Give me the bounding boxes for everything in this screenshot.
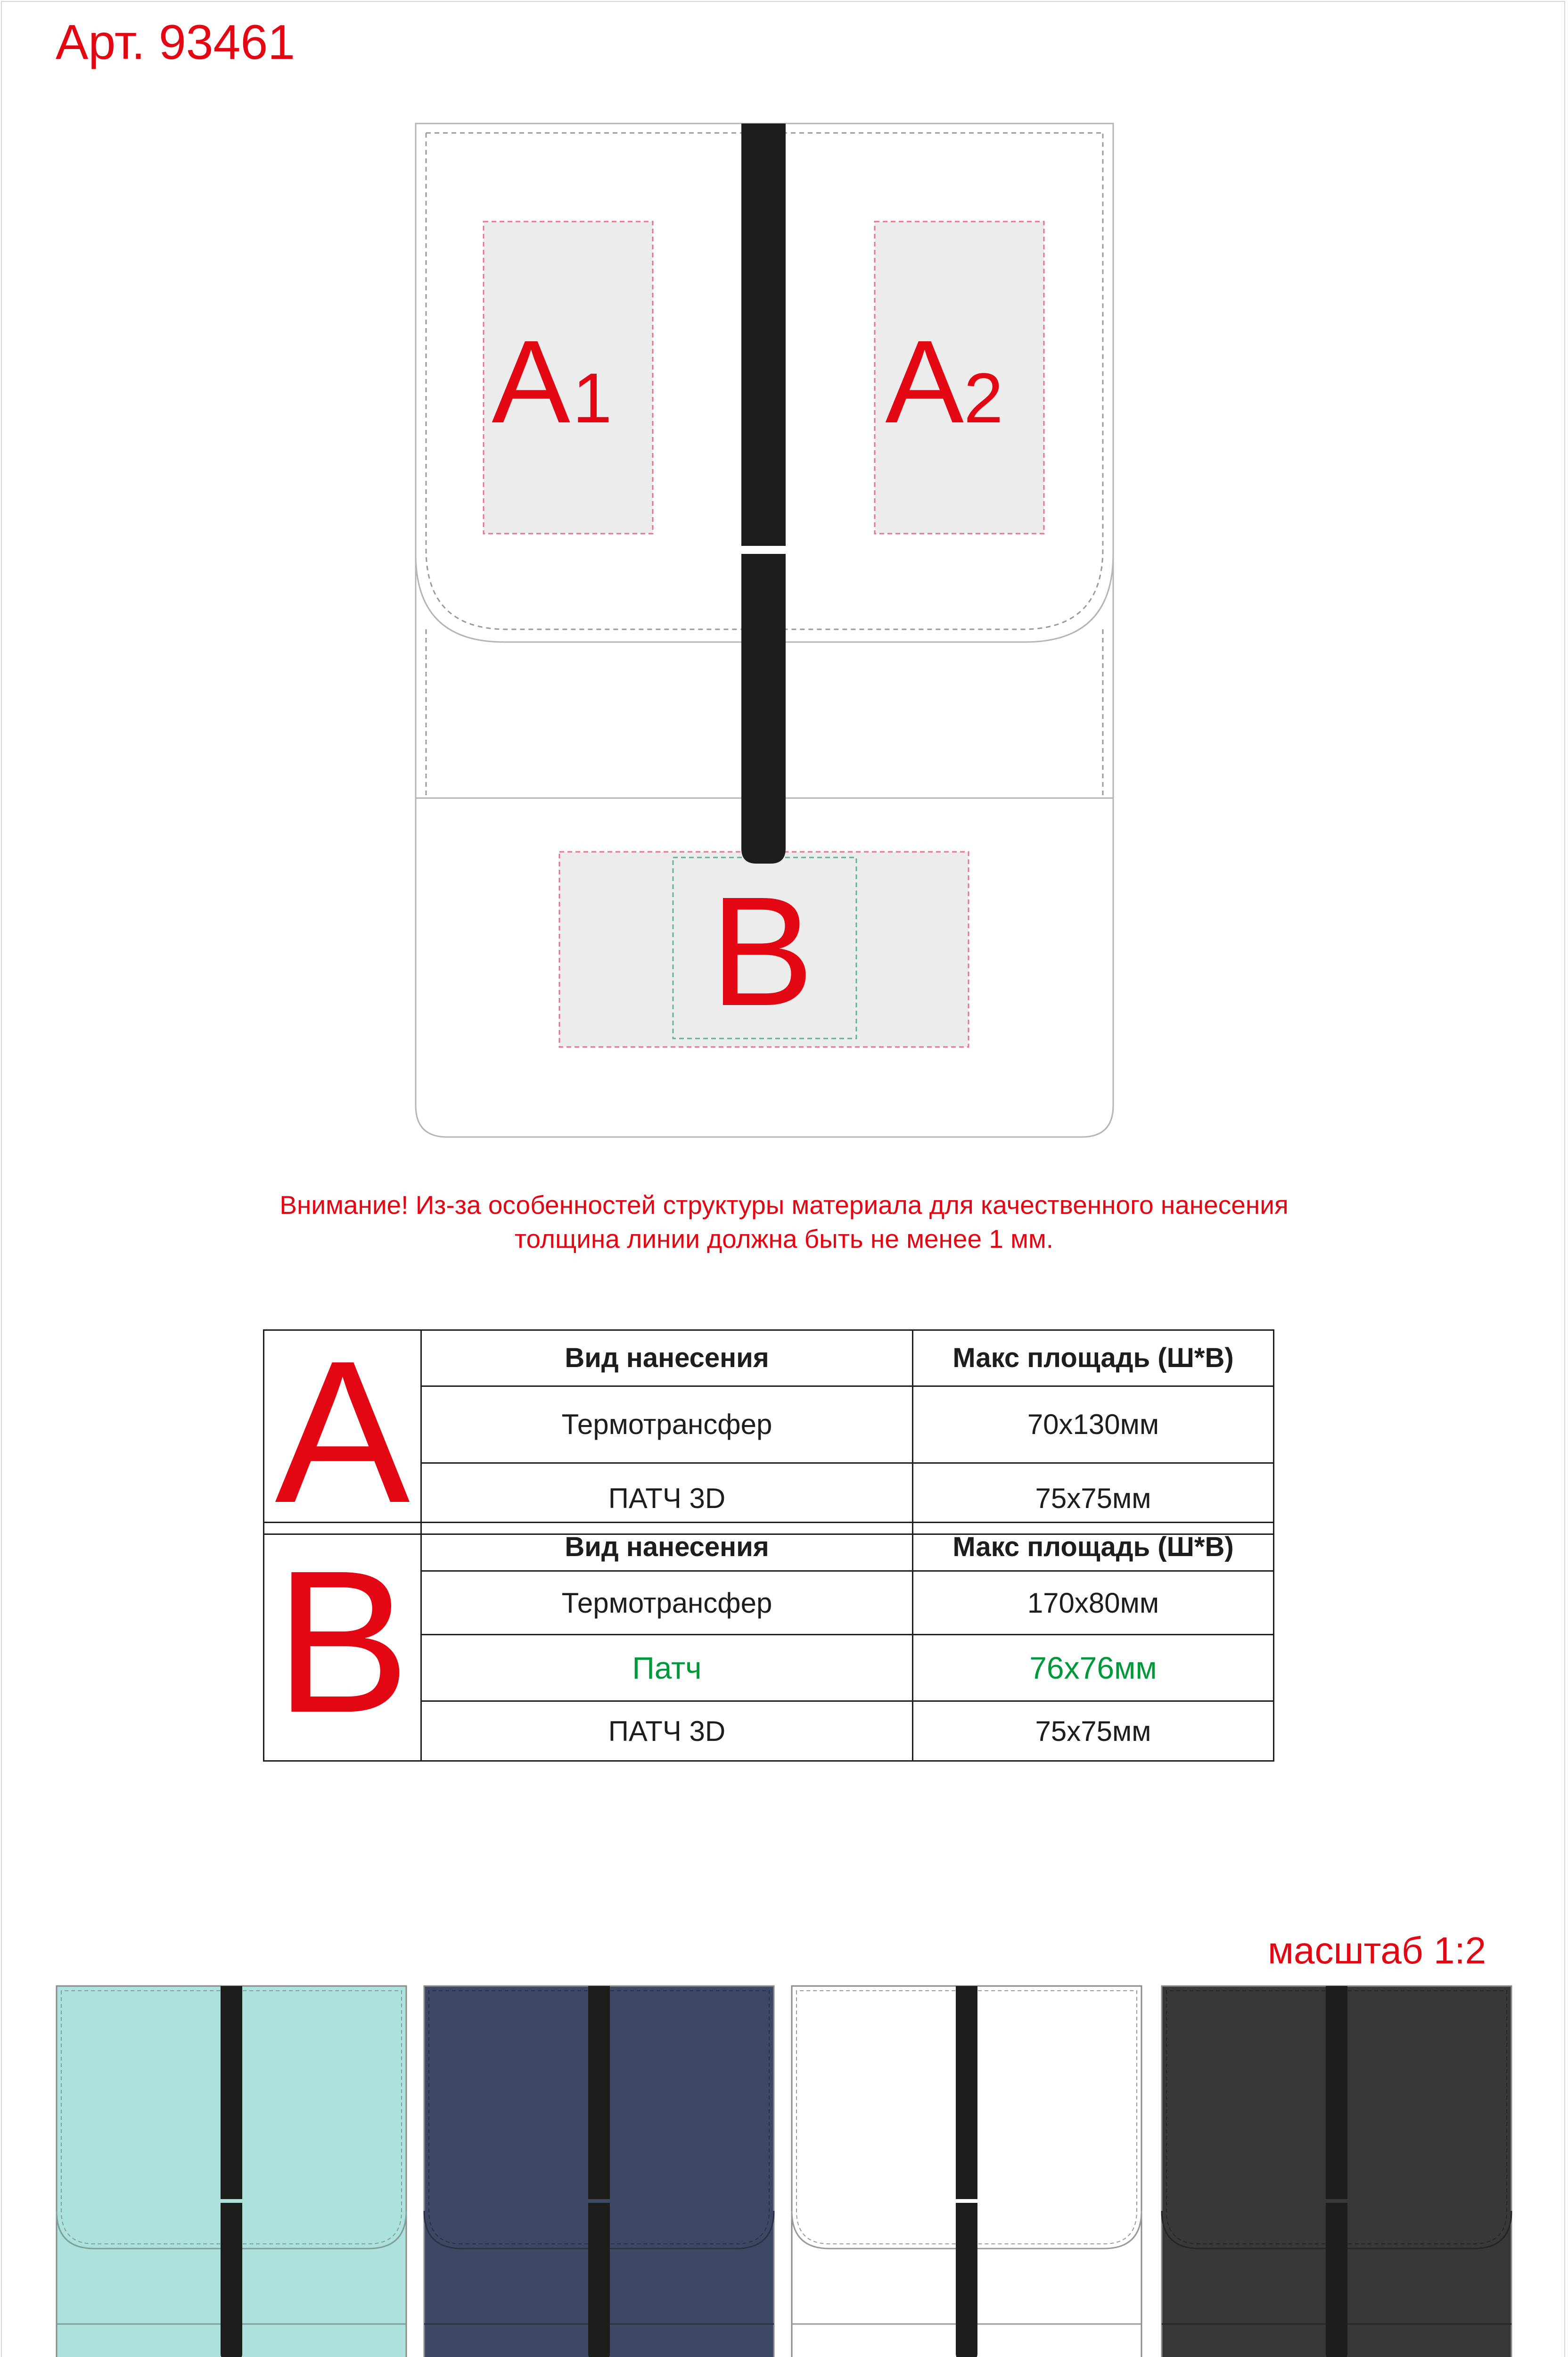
- zone-a1-index: 1: [573, 358, 612, 437]
- table-row-method: ПАТЧ 3D: [421, 1463, 913, 1534]
- table-zone-b: [263, 1522, 1274, 1762]
- table-zone-a: [263, 1319, 1274, 1545]
- variant-pouch: [57, 1986, 406, 2357]
- strap: [741, 124, 786, 864]
- table-row-size-highlight: 76х76мм: [913, 1635, 1274, 1701]
- zone-b: [559, 852, 969, 1047]
- table-row-size: 75х75мм: [913, 1701, 1274, 1761]
- table-b-letter: B: [264, 1523, 421, 1761]
- table-row-method: Термотрансфер: [421, 1386, 913, 1463]
- warning-note: [0, 1188, 1568, 1256]
- table-b-col1-header: Вид нанесения: [421, 1523, 913, 1571]
- table-a-letter: A: [264, 1330, 421, 1534]
- table-row-method: Термотрансфер: [421, 1571, 913, 1635]
- color-variants: [57, 1986, 1511, 2357]
- zone-b-letter: B: [710, 864, 814, 1038]
- article-title: Арт. 93461: [56, 15, 296, 70]
- table-row-size: 75х75мм: [913, 1463, 1274, 1534]
- table-a-col1-header: Вид нанесения: [421, 1330, 913, 1386]
- zone-a1: [484, 222, 653, 534]
- table-row-size: 70х130мм: [913, 1386, 1274, 1463]
- warning-line-1: Внимание! Из-за особенностей структуры материала для качественного нанесения: [279, 1190, 1289, 1220]
- table-b-col2-header: Макс площадь (Ш*В): [913, 1523, 1274, 1571]
- variant-pouch: [1162, 1986, 1511, 2357]
- variant-pouch: [424, 1986, 774, 2357]
- scale-note: масштаб 1:2: [1268, 1929, 1486, 1971]
- zone-a2-letter: A: [885, 316, 964, 447]
- variant-pouch: [792, 1986, 1141, 2357]
- zone-a1-letter: A: [492, 316, 570, 447]
- zone-a2-index: 2: [964, 358, 1003, 437]
- zone-a2: [875, 222, 1044, 534]
- table-row-size: 170х80мм: [913, 1571, 1274, 1635]
- warning-line-2: толщина линии должна быть не менее 1 мм.: [514, 1224, 1054, 1253]
- table-row-method-highlight: Патч: [421, 1635, 913, 1701]
- table-row-method: ПАТЧ 3D: [421, 1701, 913, 1761]
- table-a-col2-header: Макс площадь (Ш*В): [913, 1330, 1274, 1386]
